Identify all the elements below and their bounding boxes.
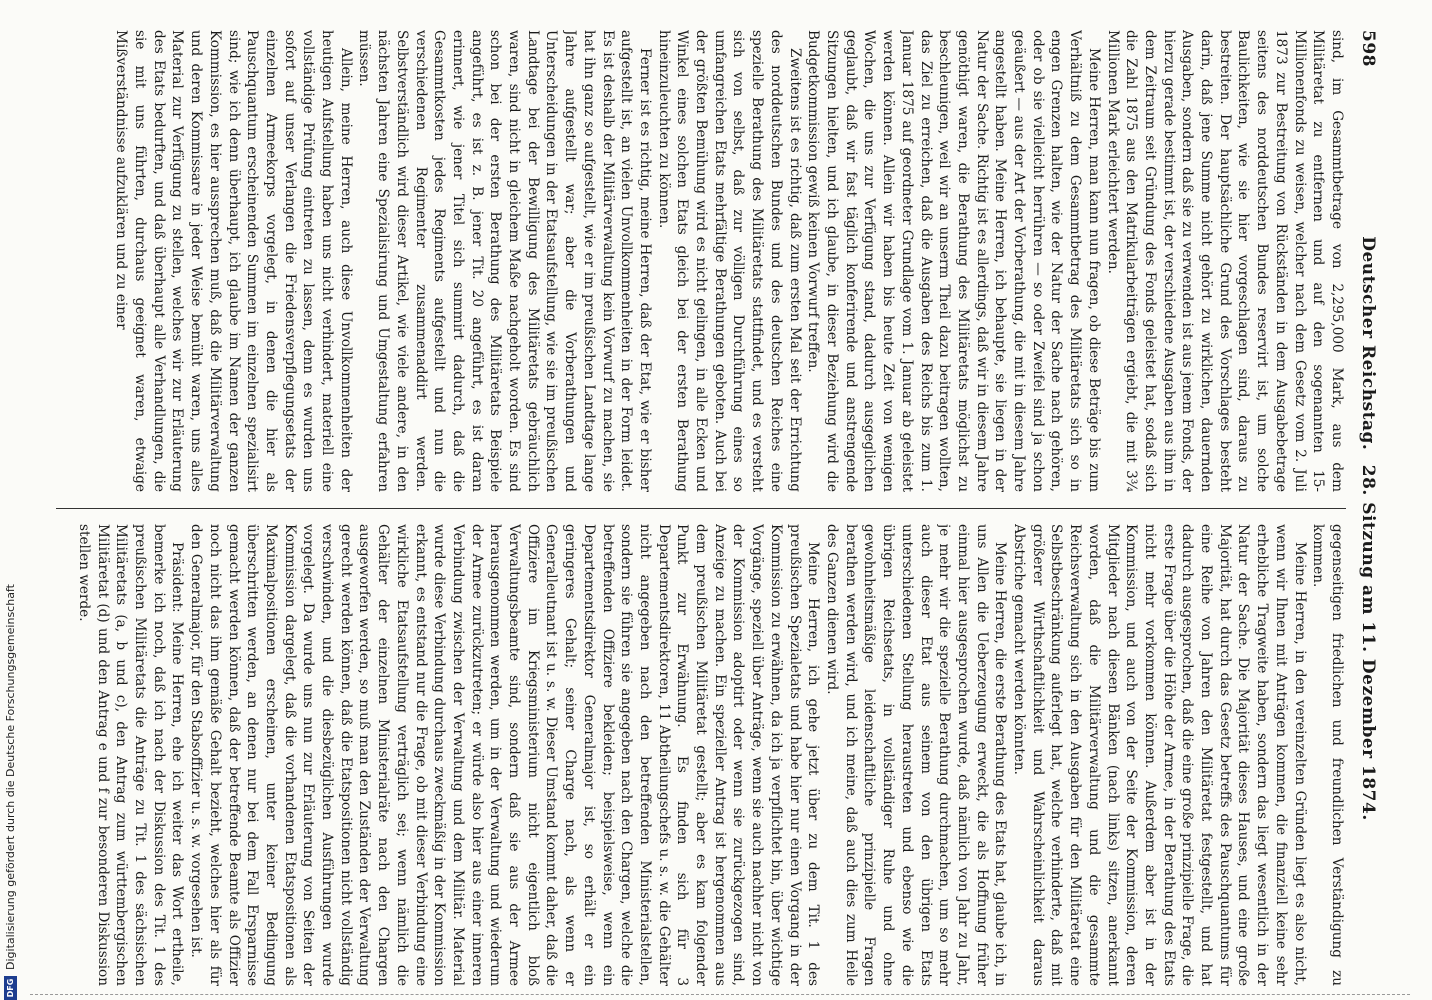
scan-edge-line (30, 994, 1410, 996)
paragraph: Allein, meine Herren, auch diese Unvollkommenheiten der heutigen Aufstellung haben uns nicht verhindert, materiell eine vollständige Prüfung eintreten zu lassen, denn es wurden uns sofort auf unser Verlangen die Friedensverpflegungsetats der einzelnen Armeekorps vorgelegt, in denen die hier als Pauschquantum erscheinenden Summen im einzelnen spezialisirt sind; wie ich denn überhaupt, ich glaube im Namen der ganzen Kommission, es hier aussprechen muß, daß die Militärverwaltung und deren Kommissare in jeder Weise bemüht waren, uns alles Material zur Verfügung zu stellen, welches wir zur Erläuterung des Etats bedurften, und daß überhaupt alle Verhandlungen, die sie mit uns führten, durchaus geeignet waren, etwaige Mißverständnisse aufzuklären und zu einer (113, 30, 354, 492)
publication-title: Deutscher Reichstag. (1358, 236, 1378, 451)
paragraph: Meine Herren, in den vereinzelten Gründen liegt es also nicht, wenn wir Ihnen mit Anträgen kommen, die finanziell keine sehr erhebliche Tragweite haben, sondern das liegt wesentlich in der Natur der Sache. Die Majorität dieses Hauses, und eine große Majorität, hat durch das Gesetz betreffs des Pauschquantums für eine Reihe von Jahren den Militäretat festgestellt, und hat dadurch ausgesprochen, daß die eine große prinzipielle Frage, die erste Frage über die Höhe der Armee, in der Berathung des Etats nicht mehr vorkommen können. Außerdem aber ist in der Kommission, und auch von der Seite der Kommission, deren Mitglieder nach diesen Bänken (nach links) sitzen, anerkannt worden, daß die Militärverwaltung und die gesammte Reichsverwaltung sich in den Ausgaben für den Militäretat eine Selbstbeschränkung auferlegt hat, welche verhinderte, daß mit größerer Wirthschaftlichkeit und Wahrscheinlichkeit daraus Abstriche gemacht werden könnten. (1011, 524, 1308, 986)
paragraph: gegenseitigen friedlichen und freundlichen Verständigung zu kommen. (1310, 524, 1345, 986)
paragraph: sind, im Gesammtbetrage von 2,295,000 Mark, aus dem Militäretat zu entfernen und auf den sogenannten 15-Millionenfonds zu weisen, welcher nach dem Gesetz vom 2. Juli 1873 zur Bestreitung von Rückständen in dem Ausgabebetrage seitens des norddeutschen Bundes reservirt ist, um solche Baulichkeiten, wie sie hier vorgeschlagen sind, daraus zu bestreiten. Der hauptsächliche Grund des Vorschlages besteht darin, daß jene Summe nicht gehört zu wirklichen, dauernden Ausgaben, sondern daß sie zu verwenden ist aus jenem Fonds, der hierzu gerade bestimmt ist, der verschiedene Ausgaben aus ihm in dem Zeitraum seit Gründung des Fonds geleistet hat, sodaß sich die Zahl 1875 aus den Matrikularbeiträgen ergiebt, die mit 3¾ Millionen Mark erleichtert werden. (1104, 30, 1345, 492)
paragraph: Zweitens ist es richtig, daß zum ersten Mal seit der Errichtung des norddeutschen Bundes und des deutschen Reiches eine spezielle Berathung des Militäretats stattfindet, und es versteht sich von selbst, daß zur völligen Durchführung eines so umfangreichen Etats mehrfältige Berathungen geboten. Auch bei der größten Bemühung wird es nicht gelingen, in alle Ecken und Winkel eines solchen Etats gleich bei der ersten Berathung hineinzuleuchten zu können. (655, 30, 803, 492)
paragraph: Meine Herren, die erste Berathung des Etats hat, glaube ich, in uns Allen die Ueberzeugung erweckt, die als Hoffnung früher einmal hier ausgesprochen wurde, daß nämlich von Jahr zu Jahr, je mehr wir die spezielle Berathung durchmachen, um so mehr auch dieser Etat aus seinem von den übrigen Etats unterschiedenen Stellung heraustreten und ebenso wie die übrigen Reichsetats, in vollständiger Ruhe und ohne gewohnheitsmäßige leidenschaftliche prinzipielle Fragen berathen werden wird, und ich meine, daß auch dies zum Heile des Ganzen dienen wird. (824, 524, 1009, 986)
rotated-page-content (46, 30, 1386, 990)
left-column (56, 30, 1346, 492)
digitization-credit (0, 0, 20, 1000)
page-number: 598 (1358, 30, 1378, 67)
page-header (1350, 30, 1386, 990)
dfg-logo-icon: DFG (4, 976, 17, 1000)
column-divider (56, 508, 1346, 509)
paragraph: Meine Herren, man kann nun fragen, ob diese Beträge bis zum Verhältniß zu dem Gesammtbetrag des Militäretats sich so in engen Grenzen halten, wie der Natur der Sache nach gehören, oder ob sie vielleicht herrühren — so oder Zweifel sind ja schon geäußert — aus der Art der Vorberathung, die mit in diesem Jahre angestellt haben. Meine Herren, ich behaupte, sie liegen in der Natur der Sache. Richtig ist es allerdings, daß wir in diesem Jahre genöthigt waren, die Berathung des Militäretats möglichst zu beschleunigen, weil wir an unserm Theil dazu beitragen wollten, das Ziel zu erreichen, daß die Ausgaben des Reichs bis zum 1. Januar 1875 auf geordneter Grundlage vom 1. Januar ab geleistet werden können. Allein wir haben bis heute Zeit von wenigen Wochen, die uns zur Verfügung stand, dadurch ausgeglichen geglaubt, daß wir fast täglich konferirende und anstrengende Sitzungen hielten, und ich glaube, in dieser Beziehung wird die Budgetkommission gewiß keinen Vorwurf treffen. (805, 30, 1102, 492)
session-title: 28. Sitzung am 11. Dezember 1874. (1358, 464, 1378, 821)
paragraph: Meine Herren, ich gehe jetzt über zu dem Tit. 1 des preußischen Spezialetats und habe hier nur einen Vorgang in der Kommission zu erwähnen, da ich ja verpflichtet bin, über wichtige Vorgänge, speziell über Anträge, wenn sie auch nachher nicht von der Kommission adoptirt oder wenn sie zurückgezogen sind, Anzeige zu machen. Ein spezieller Antrag ist hergenommen aus dem preußischen Militäretat gestellt; aber es kam folgender Punkt zur Erwähnung. Es finden sich für 3 Departementsdirektoren, 11 Abtheilungschefs u. s. w. die Gehälter nicht angegeben nach den betreffenden Ministerialstellen, sondern sie führen sie angegeben nach den Chargen, welche die betreffenden Offiziere bekleiden; beispielsweise, wenn ein Departementsdirektor Generalmajor ist, so erhält er ein geringeres Gehalt; seiner Charge nach, als wenn er Generalleutnant ist u. s. w. Dieser Umstand kommt daher, daß die Offiziere im Kriegsministerium nicht eigentlich bloß Verwaltungsbeamte sind, sondern daß sie aus der Armee herausgenommen werden, um in der Verwaltung und wiederum der Armee zurückzutreten; er würde also hier aus einer inneren Verbindung zwischen der Verwaltung und dem Militär. Material wurde diese Verbindung durchaus zweckmäßig in der Kommission erkannt, es entstand nur die Frage, ob mit dieser Verbindung eine wirkliche Etatsaufstellung verträglich sei; wenn nämlich die Gehälter der einzelnen Ministerialräte nach den Chargen ausgeworfen werden, so muß man den Zuständen der Verwaltung gerecht werden können, daß die Etatspositionen nicht vollständig verschwinden, und die diesbezüglichen Ausführungen wurde vorgelegt. Da wurde uns nun zur Erläuterung von Seiten der Kommission dargelegt, daß die vorhandenen Etatspositionen als Maximalpositionen erscheinen, unter keiner Bedingung überschritten werden, an denen nur bei dem Fall Ersparnisse gemacht werden können, daß der betreffende Beamte als Offizier noch nicht das ihm gemäße Gehalt bezieht, welches hier als für den Generalmajor, für den Stabsoffizier u. s. w. vorgesehen ist. (188, 524, 822, 986)
header-title (1358, 67, 1378, 990)
paragraph: Ferner ist es richtig, meine Herren, daß der Etat, wie er bisher aufgestellt ist, an vielen Unvollkommenheiten in der Form leidet. Es ist deshalb der Militärverwaltung kein Vorwurf zu machen, sie hat ihn ganz so aufgestellt, wie er im preußischen Landtage lange Jahre aufgestellt war; aber die Vorberathungen und Unterscheidungen in der Etatsaufstellung, wie sie im preußischen Landtage bei der Bewilligung des Militäretats gebräuchlich waren, sind nicht in gleichem Maße nachgeholt worden. Es sind schon bei der ersten Berathung des Militäretats Beispiele angeführt, es ist z. B. jener Tit. 20 angeführt, es ist daran erinnert, wie jener Titel sich summirt dadurch, daß die Gesammtkosten jedes Regiments aufgestellt und nun die verschiedenen Regimenter zusammenaddirt werden. Selbstverständlich wird dieser Artikel, wie viele andere, in den nächsten Jahren eine Spezialisirung und Umgestaltung erfahren müssen. (356, 30, 653, 492)
credit-text: Digitalisierung gefördert durch die Deutsche Forschungsgemeinschaft (3, 584, 17, 970)
paragraph: Präsident: Meine Herren, ehe ich weiter das Wort ertheile, bemerke ich noch, daß ich nach der Diskussion des Tit. 1 des preußischen Militäretats die Anträge zu Tit. 1 des sächsischen Militäretats (a, b und c), den Antrag zum württembergischen Militäretat (d) und den Antrag e und f zur besonderen Diskussion stellen werde. (75, 524, 186, 986)
right-column (56, 524, 1346, 986)
